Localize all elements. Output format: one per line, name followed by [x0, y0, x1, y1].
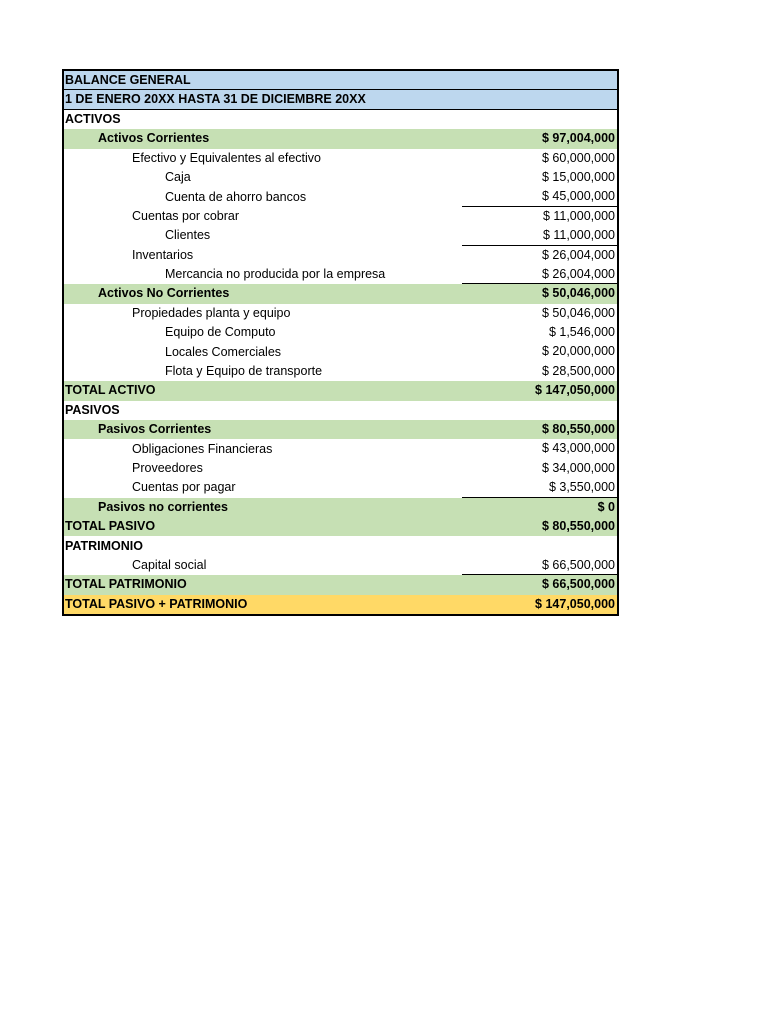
row-label: TOTAL ACTIVO — [65, 383, 156, 398]
row-label: Activos No Corrientes — [98, 286, 230, 301]
row-equipo-computo — [64, 323, 617, 342]
row-amount: $ 60,000,000 — [542, 150, 615, 165]
row-amount: $ 20,000,000 — [542, 344, 615, 359]
row-amount: $ 45,000,000 — [542, 189, 615, 204]
row-label: Pasivos no corrientes — [98, 499, 228, 514]
sheet-title: BALANCE GENERAL — [65, 72, 191, 87]
row-amount: $ 11,000,000 — [542, 228, 615, 243]
row-cuenta-ahorro — [64, 187, 617, 206]
row-amount: $ 50,046,000 — [542, 286, 615, 301]
row-label: Capital social — [132, 557, 207, 572]
row-amount: $ 66,500,000 — [542, 557, 615, 572]
row-obligaciones — [64, 439, 617, 458]
row-label: Obligaciones Financieras — [132, 441, 273, 456]
row-efectivo — [64, 149, 617, 168]
row-amount: $ 15,000,000 — [542, 169, 615, 184]
row-amount: $ 43,000,000 — [542, 441, 615, 456]
row-amount: $ 34,000,000 — [542, 460, 615, 475]
row-label: Activos Corrientes — [98, 131, 210, 146]
balance-sheet-table — [62, 69, 619, 616]
row-amount: $ 147,050,000 — [535, 596, 615, 611]
row-label: TOTAL PASIVO + PATRIMONIO — [65, 596, 248, 611]
row-label: Mercancia no producida por la empresa — [165, 267, 386, 282]
row-label: Flota y Equipo de transporte — [165, 364, 323, 379]
row-amount: $ 97,004,000 — [542, 131, 615, 146]
row-label: Inventarios — [132, 247, 194, 262]
section-label: PATRIMONIO — [65, 538, 144, 553]
row-amount: $ 50,046,000 — [542, 305, 615, 320]
section-label: ACTIVOS — [65, 111, 121, 126]
row-proveedores — [64, 459, 617, 478]
row-label: Equipo de Computo — [165, 325, 276, 340]
section-patrimonio — [64, 536, 617, 555]
row-propiedades — [64, 304, 617, 323]
row-amount: $ 26,004,000 — [542, 247, 615, 262]
row-cuentas-por-pagar — [64, 478, 617, 497]
row-amount: $ 26,004,000 — [542, 266, 615, 281]
row-label: Caja — [165, 170, 191, 185]
sheet-period-row — [64, 90, 617, 109]
row-label: Locales Comerciales — [165, 344, 282, 359]
row-amount: $ 28,500,000 — [542, 363, 615, 378]
row-label: TOTAL PATRIMONIO — [65, 577, 187, 592]
row-locales — [64, 342, 617, 361]
row-label: Proveedores — [132, 461, 203, 475]
total-pasivo-row — [64, 517, 617, 536]
row-amount: $ 80,550,000 — [542, 422, 615, 437]
group-pasivos-no-corrientes — [64, 498, 617, 517]
row-amount: $ 147,050,000 — [535, 383, 615, 398]
row-label: Pasivos Corrientes — [98, 422, 212, 437]
row-label: Cuentas por pagar — [132, 480, 236, 495]
row-amount: $ 3,550,000 — [548, 480, 615, 495]
row-amount: $ 11,000,000 — [542, 208, 615, 223]
row-label: Efectivo y Equivalentes al efectivo — [132, 150, 321, 165]
group-activos-corrientes — [64, 129, 617, 148]
row-cuentas-por-cobrar — [64, 207, 617, 226]
total-activo-row — [64, 381, 617, 400]
row-amount: $ 1,546,000 — [548, 325, 615, 340]
row-flota — [64, 362, 617, 381]
row-label: Cuenta de ahorro bancos — [165, 189, 307, 204]
row-amount: $ 0 — [597, 499, 615, 514]
row-label: TOTAL PASIVO — [65, 519, 156, 534]
section-label: PASIVOS — [65, 402, 120, 417]
group-activos-no-corrientes — [64, 284, 617, 303]
row-amount: $ 80,550,000 — [542, 518, 615, 533]
row-label: Cuentas por cobrar — [132, 208, 240, 223]
row-capital-social — [64, 556, 617, 575]
row-label: Clientes — [165, 228, 211, 243]
sheet-title-row — [64, 71, 617, 90]
sheet-period: 1 DE ENERO 20XX HASTA 31 DE DICIEMBRE 20XX — [65, 92, 366, 107]
row-inventarios — [64, 246, 617, 265]
row-amount: $ 66,500,000 — [542, 577, 615, 592]
group-pasivos-corrientes — [64, 420, 617, 439]
row-label: Propiedades planta y equipo — [132, 305, 291, 320]
total-patrimonio-row — [64, 575, 617, 594]
section-pasivos — [64, 401, 617, 420]
row-clientes — [64, 226, 617, 245]
row-caja — [64, 168, 617, 187]
section-activos — [64, 110, 617, 129]
total-pasivo-patrimonio-row — [64, 595, 617, 614]
row-mercancia — [64, 265, 617, 284]
